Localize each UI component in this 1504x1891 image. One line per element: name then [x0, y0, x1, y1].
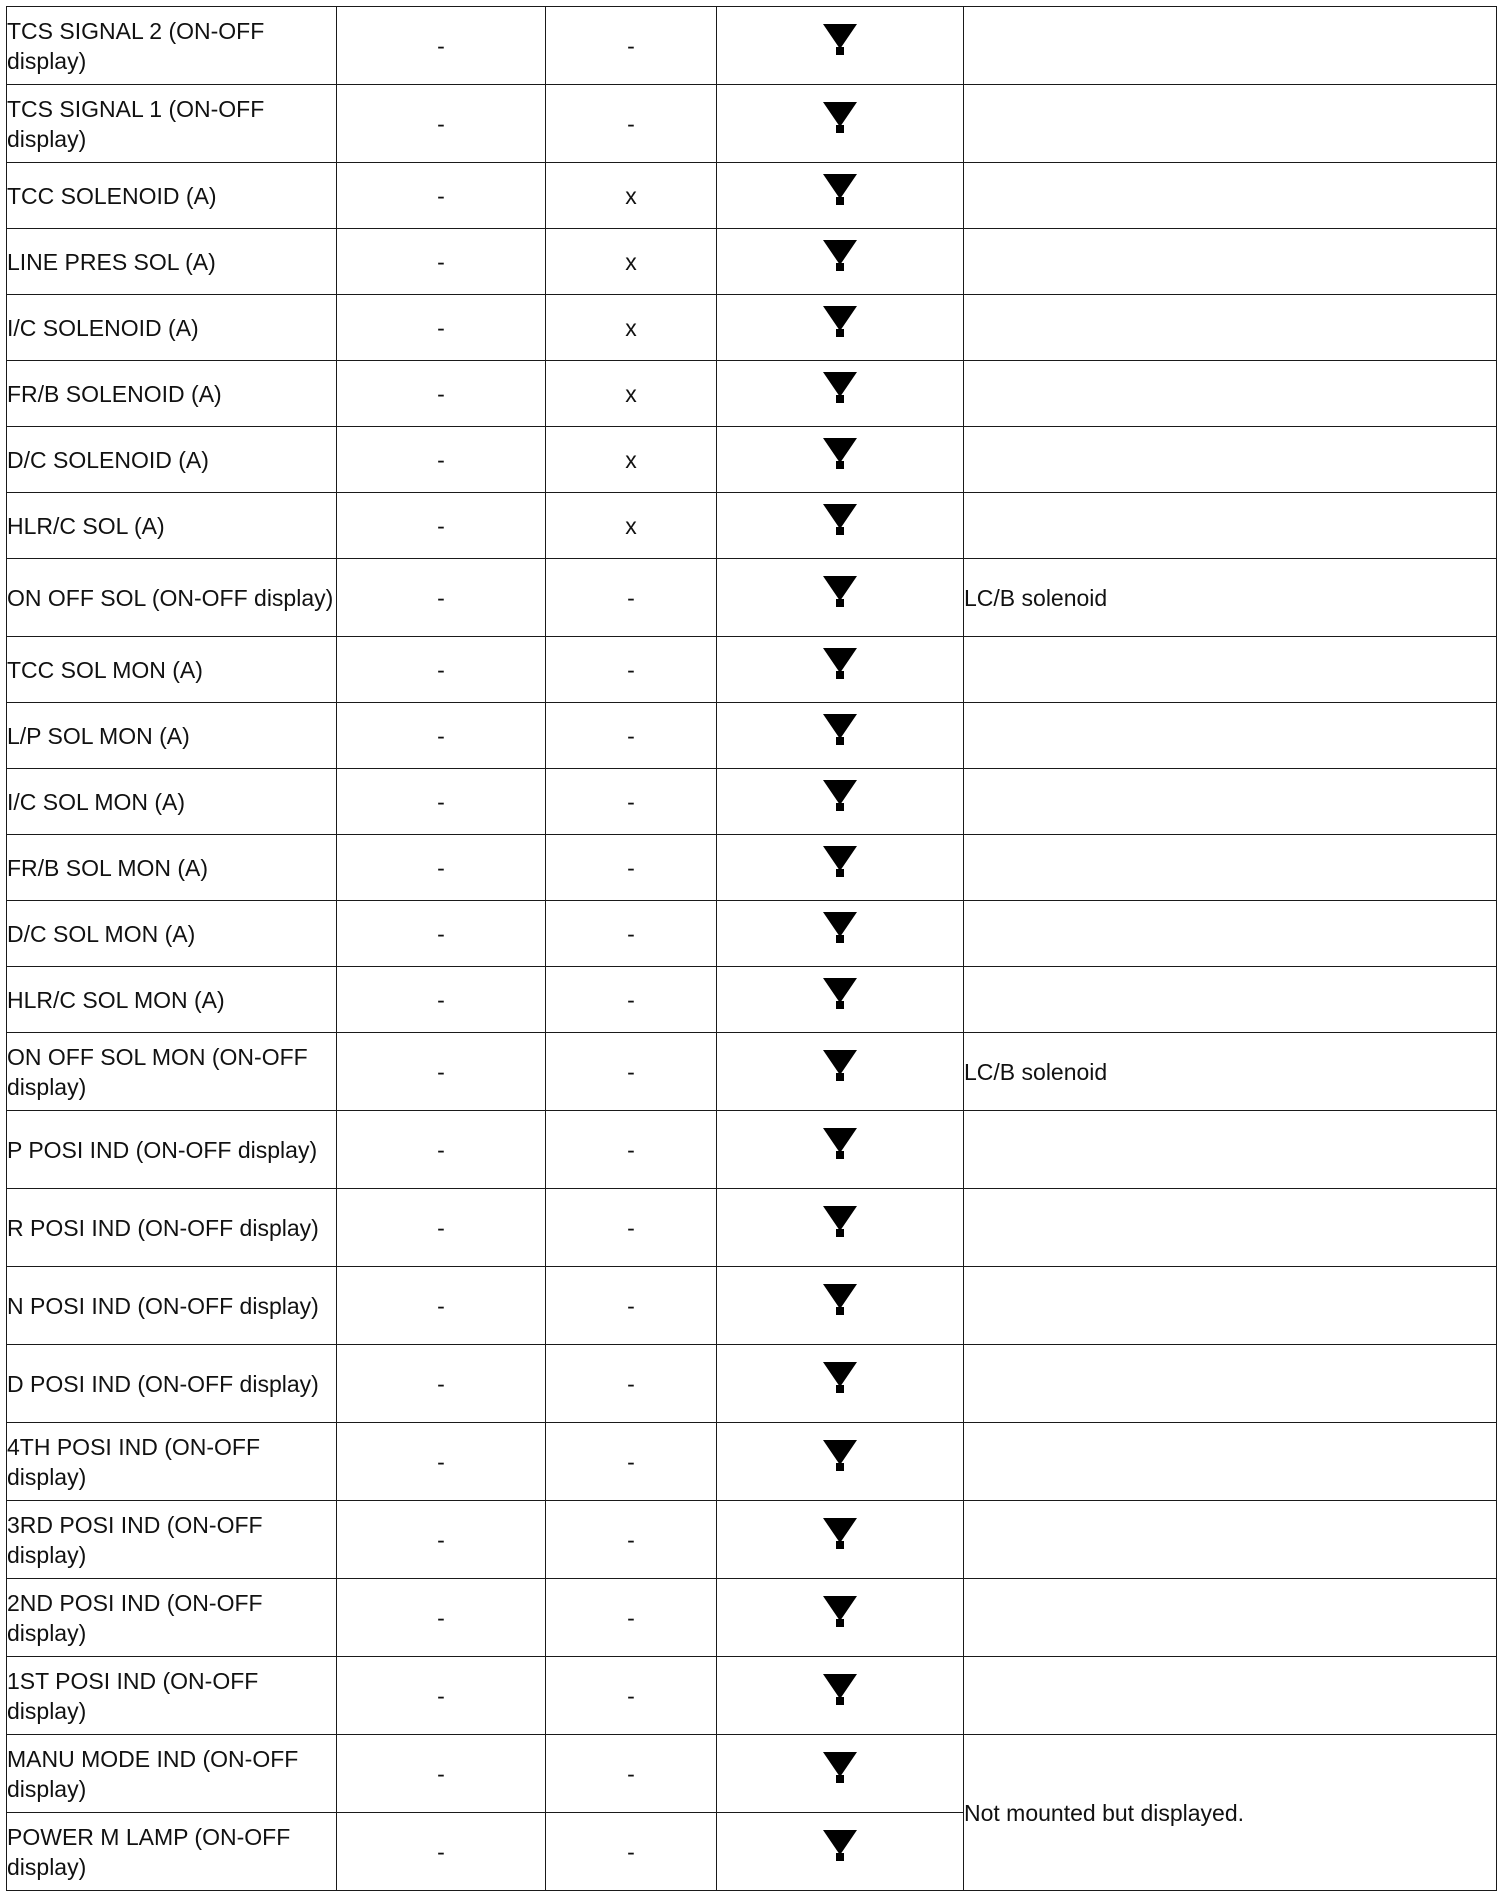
item-name-cell: L/P SOL MON (A) [7, 703, 337, 769]
table-row [7, 1033, 1497, 1111]
down-triangle-icon [823, 846, 857, 871]
column-3-cell: - [546, 1033, 717, 1111]
marker-cell [717, 1501, 964, 1579]
table-row [7, 7, 1497, 85]
item-name-cell: D/C SOL MON (A) [7, 901, 337, 967]
marker-cell [717, 703, 964, 769]
remarks-cell [964, 1111, 1497, 1189]
remarks-cell [964, 637, 1497, 703]
column-2-cell: - [337, 967, 546, 1033]
column-2-cell: - [337, 1345, 546, 1423]
table-body [7, 7, 1497, 1891]
down-triangle-icon [823, 102, 857, 127]
column-2-cell: - [337, 361, 546, 427]
table-row [7, 703, 1497, 769]
column-2-cell: - [337, 85, 546, 163]
column-3-cell: - [546, 901, 717, 967]
column-2-cell: - [337, 559, 546, 637]
column-3-cell: - [546, 1735, 717, 1813]
column-3-cell: - [546, 967, 717, 1033]
column-3-cell: - [546, 1345, 717, 1423]
table-row [7, 361, 1497, 427]
table-row [7, 427, 1497, 493]
down-triangle-icon [823, 372, 857, 397]
column-3-cell: x [546, 229, 717, 295]
column-3-cell: x [546, 427, 717, 493]
column-3-cell: x [546, 295, 717, 361]
remarks-cell [964, 1501, 1497, 1579]
table-row [7, 1579, 1497, 1657]
remarks-cell [964, 1657, 1497, 1735]
item-name-cell: P POSI IND (ON-OFF display) [7, 1111, 337, 1189]
item-name-cell: D POSI IND (ON-OFF display) [7, 1345, 337, 1423]
marker-cell [717, 1423, 964, 1501]
column-2-cell: - [337, 1735, 546, 1813]
item-name-cell: HLR/C SOL (A) [7, 493, 337, 559]
marker-cell [717, 1345, 964, 1423]
column-3-cell: x [546, 361, 717, 427]
column-2-cell: - [337, 1657, 546, 1735]
table-row [7, 229, 1497, 295]
item-name-cell: TCS SIGNAL 2 (ON-OFF display) [7, 7, 337, 85]
down-triangle-icon [823, 714, 857, 739]
remarks-cell: LC/B solenoid [964, 559, 1497, 637]
item-name-cell: ON OFF SOL (ON-OFF display) [7, 559, 337, 637]
marker-cell [717, 163, 964, 229]
remarks-merged-cell: Not mounted but displayed. [964, 1735, 1497, 1891]
column-2-cell: - [337, 163, 546, 229]
column-2-cell: - [337, 835, 546, 901]
item-name-cell: TCC SOLENOID (A) [7, 163, 337, 229]
marker-cell [717, 7, 964, 85]
column-2-cell: - [337, 1033, 546, 1111]
column-2-cell: - [337, 1813, 546, 1891]
remarks-cell [964, 7, 1497, 85]
marker-cell [717, 1579, 964, 1657]
remarks-cell [964, 901, 1497, 967]
table-row [7, 559, 1497, 637]
item-name-cell: D/C SOLENOID (A) [7, 427, 337, 493]
down-triangle-icon [823, 504, 857, 529]
column-3-cell: - [546, 1189, 717, 1267]
item-name-cell: HLR/C SOL MON (A) [7, 967, 337, 1033]
table-row [7, 901, 1497, 967]
remarks-cell [964, 703, 1497, 769]
column-3-cell: - [546, 1111, 717, 1189]
remarks-cell [964, 85, 1497, 163]
table-row [7, 163, 1497, 229]
table-row [7, 769, 1497, 835]
column-2-cell: - [337, 295, 546, 361]
table-row [7, 295, 1497, 361]
down-triangle-icon [823, 1596, 857, 1621]
marker-cell [717, 427, 964, 493]
column-3-cell: - [546, 835, 717, 901]
item-name-cell: TCC SOL MON (A) [7, 637, 337, 703]
column-2-cell: - [337, 1189, 546, 1267]
down-triangle-icon [823, 1206, 857, 1231]
marker-cell [717, 559, 964, 637]
column-2-cell: - [337, 703, 546, 769]
item-name-cell: I/C SOLENOID (A) [7, 295, 337, 361]
marker-cell [717, 1813, 964, 1891]
marker-cell [717, 769, 964, 835]
marker-cell [717, 1033, 964, 1111]
column-2-cell: - [337, 229, 546, 295]
column-2-cell: - [337, 7, 546, 85]
column-3-cell: - [546, 1657, 717, 1735]
marker-cell [717, 295, 964, 361]
table-row [7, 1501, 1497, 1579]
down-triangle-icon [823, 1440, 857, 1465]
item-name-cell: 1ST POSI IND (ON-OFF display) [7, 1657, 337, 1735]
item-name-cell: R POSI IND (ON-OFF display) [7, 1189, 337, 1267]
marker-cell [717, 1267, 964, 1345]
remarks-cell [964, 1579, 1497, 1657]
item-name-cell: MANU MODE IND (ON-OFF display) [7, 1735, 337, 1813]
column-2-cell: - [337, 427, 546, 493]
remarks-cell [964, 835, 1497, 901]
column-3-cell: x [546, 163, 717, 229]
item-name-cell: ON OFF SOL MON (ON-OFF display) [7, 1033, 337, 1111]
column-3-cell: - [546, 769, 717, 835]
column-2-cell: - [337, 493, 546, 559]
table-row [7, 637, 1497, 703]
column-3-cell: - [546, 637, 717, 703]
down-triangle-icon [823, 1128, 857, 1153]
marker-cell [717, 967, 964, 1033]
table-row [7, 493, 1497, 559]
down-triangle-icon [823, 576, 857, 601]
item-name-cell: 2ND POSI IND (ON-OFF display) [7, 1579, 337, 1657]
item-name-cell: FR/B SOL MON (A) [7, 835, 337, 901]
down-triangle-icon [823, 24, 857, 49]
column-2-cell: - [337, 1579, 546, 1657]
marker-cell [717, 229, 964, 295]
marker-cell [717, 361, 964, 427]
column-3-cell: - [546, 559, 717, 637]
column-3-cell: x [546, 493, 717, 559]
item-name-cell: FR/B SOLENOID (A) [7, 361, 337, 427]
remarks-cell [964, 1345, 1497, 1423]
table-row [7, 1189, 1497, 1267]
down-triangle-icon [823, 1830, 857, 1855]
table-row [7, 85, 1497, 163]
table-row [7, 967, 1497, 1033]
down-triangle-icon [823, 438, 857, 463]
column-3-cell: - [546, 703, 717, 769]
remarks-cell: LC/B solenoid [964, 1033, 1497, 1111]
column-2-cell: - [337, 1501, 546, 1579]
down-triangle-icon [823, 1284, 857, 1309]
down-triangle-icon [823, 306, 857, 331]
table-row [7, 835, 1497, 901]
down-triangle-icon [823, 1050, 857, 1075]
column-3-cell: - [546, 1423, 717, 1501]
table-row [7, 1423, 1497, 1501]
item-name-cell: TCS SIGNAL 1 (ON-OFF display) [7, 85, 337, 163]
column-2-cell: - [337, 637, 546, 703]
marker-cell [717, 1735, 964, 1813]
marker-cell [717, 835, 964, 901]
remarks-cell [964, 163, 1497, 229]
remarks-cell [964, 427, 1497, 493]
column-3-cell: - [546, 85, 717, 163]
down-triangle-icon [823, 174, 857, 199]
column-2-cell: - [337, 1423, 546, 1501]
marker-cell [717, 493, 964, 559]
down-triangle-icon [823, 648, 857, 673]
down-triangle-icon [823, 780, 857, 805]
column-3-cell: - [546, 1579, 717, 1657]
remarks-cell [964, 1423, 1497, 1501]
column-2-cell: - [337, 1267, 546, 1345]
marker-cell [717, 1111, 964, 1189]
down-triangle-icon [823, 1674, 857, 1699]
table-row [7, 1111, 1497, 1189]
marker-cell [717, 85, 964, 163]
down-triangle-icon [823, 1518, 857, 1543]
item-name-cell: 4TH POSI IND (ON-OFF display) [7, 1423, 337, 1501]
monitor-item-table [6, 6, 1497, 1891]
remarks-cell [964, 1267, 1497, 1345]
marker-cell [717, 901, 964, 967]
marker-cell [717, 637, 964, 703]
column-3-cell: - [546, 1267, 717, 1345]
item-name-cell: I/C SOL MON (A) [7, 769, 337, 835]
table-row [7, 1735, 1497, 1813]
down-triangle-icon [823, 1752, 857, 1777]
item-name-cell: N POSI IND (ON-OFF display) [7, 1267, 337, 1345]
column-2-cell: - [337, 769, 546, 835]
remarks-cell [964, 493, 1497, 559]
marker-cell [717, 1657, 964, 1735]
column-2-cell: - [337, 901, 546, 967]
remarks-cell [964, 1189, 1497, 1267]
remarks-cell [964, 361, 1497, 427]
column-3-cell: - [546, 1501, 717, 1579]
item-name-cell: 3RD POSI IND (ON-OFF display) [7, 1501, 337, 1579]
remarks-cell [964, 967, 1497, 1033]
column-3-cell: - [546, 1813, 717, 1891]
table-row [7, 1345, 1497, 1423]
item-name-cell: POWER M LAMP (ON-OFF display) [7, 1813, 337, 1891]
down-triangle-icon [823, 1362, 857, 1387]
table-row [7, 1267, 1497, 1345]
column-3-cell: - [546, 7, 717, 85]
remarks-cell [964, 295, 1497, 361]
item-name-cell: LINE PRES SOL (A) [7, 229, 337, 295]
column-2-cell: - [337, 1111, 546, 1189]
remarks-cell [964, 769, 1497, 835]
remarks-cell [964, 229, 1497, 295]
down-triangle-icon [823, 912, 857, 937]
down-triangle-icon [823, 978, 857, 1003]
table-row [7, 1657, 1497, 1735]
marker-cell [717, 1189, 964, 1267]
down-triangle-icon [823, 240, 857, 265]
